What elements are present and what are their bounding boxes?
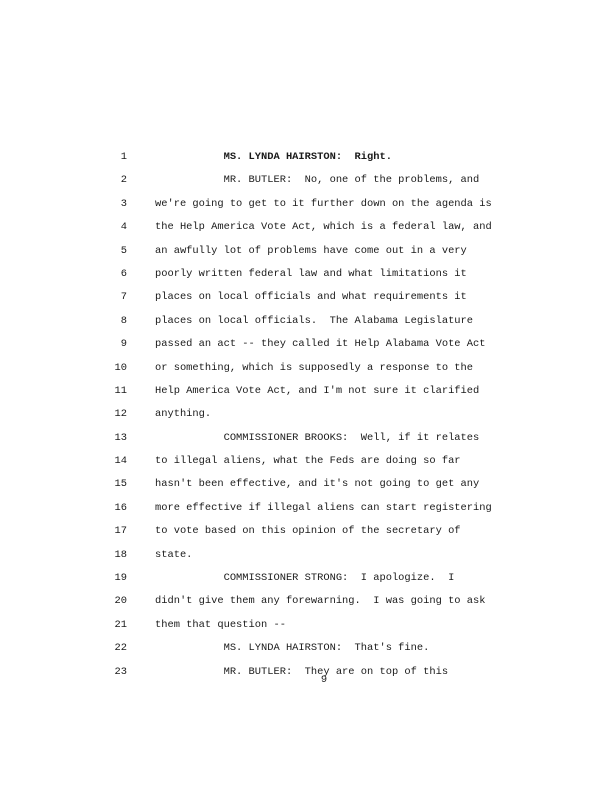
line-text: the Help America Vote Act, which is a federal law, and	[155, 221, 492, 234]
line-text: COMMISSIONER STRONG: I apologize. I	[155, 572, 455, 585]
line-number: 17	[114, 525, 127, 538]
line-number: 10	[114, 361, 127, 374]
line-text: MS. LYNDA HAIRSTON: That's fine.	[155, 642, 430, 655]
transcript-line	[0, 148, 612, 171]
line-text: more effective if illegal aliens can start registering	[155, 501, 492, 514]
transcript-body	[0, 148, 612, 686]
line-number: 12	[114, 408, 127, 421]
line-text: to vote based on this opinion of the secretary of	[155, 525, 461, 538]
line-text: them that question --	[155, 618, 286, 631]
line-text: MR. BUTLER: No, one of the problems, and	[155, 174, 480, 187]
line-number: 20	[114, 595, 127, 608]
line-number: 19	[114, 572, 127, 585]
transcript-line	[0, 242, 612, 265]
transcript-line	[0, 475, 612, 498]
line-number: 6	[120, 267, 127, 280]
line-text: state.	[155, 548, 193, 561]
transcript-line	[0, 288, 612, 311]
line-text: COMMISSIONER BROOKS: Well, if it relates	[155, 431, 480, 444]
line-number: 21	[114, 618, 127, 631]
transcript-line	[0, 452, 612, 475]
line-text: MS. LYNDA HAIRSTON: Right.	[155, 151, 392, 163]
transcript-line	[0, 616, 612, 639]
transcript-line	[0, 522, 612, 545]
line-number: 16	[114, 501, 127, 514]
line-number: 4	[120, 221, 127, 234]
transcript-line	[0, 218, 612, 241]
transcript-line	[0, 429, 612, 452]
transcript-line	[0, 382, 612, 405]
line-number: 9	[120, 338, 127, 351]
line-text: Help America Vote Act, and I'm not sure it clarified	[155, 384, 480, 397]
transcript-line	[0, 569, 612, 592]
transcript-line	[0, 592, 612, 615]
page-number: 9	[320, 674, 328, 686]
line-text: places on local officials and what requirements it	[155, 291, 467, 304]
line-text: poorly written federal law and what limitations it	[155, 267, 467, 280]
transcript-line	[0, 171, 612, 194]
line-number: 14	[114, 455, 127, 468]
line-number: 8	[120, 314, 127, 327]
line-text: we're going to get to it further down on the agenda is	[155, 197, 492, 210]
line-number: 7	[120, 291, 127, 304]
transcript-line	[0, 405, 612, 428]
line-number: 13	[114, 431, 127, 444]
line-number: 23	[114, 665, 127, 678]
line-number: 5	[120, 244, 127, 257]
transcript-line	[0, 546, 612, 569]
line-number: 15	[114, 478, 127, 491]
line-number: 3	[120, 197, 127, 210]
line-number: 2	[120, 174, 127, 187]
transcript-line	[0, 639, 612, 662]
line-text: hasn't been effective, and it's not going to get any	[155, 478, 480, 491]
transcript-line	[0, 312, 612, 335]
transcript-line	[0, 265, 612, 288]
line-text: an awfully lot of problems have come out in a very	[155, 244, 467, 257]
transcript-line	[0, 359, 612, 382]
line-number: 18	[114, 548, 127, 561]
line-number: 1	[120, 151, 127, 163]
transcript-line	[0, 335, 612, 358]
transcript-line	[0, 499, 612, 522]
line-text: passed an act -- they called it Help Alabama Vote Act	[155, 338, 486, 351]
transcript-line	[0, 195, 612, 218]
line-number: 11	[114, 384, 127, 397]
line-text: didn't give them any forewarning. I was going to ask	[155, 595, 486, 608]
line-text: or something, which is supposedly a response to the	[155, 361, 474, 374]
line-text: to illegal aliens, what the Feds are doing so far	[155, 455, 461, 468]
line-text: MR. BUTLER: They are on top of this	[155, 665, 449, 678]
line-text: places on local officials. The Alabama Legislature	[155, 314, 474, 327]
line-number: 22	[114, 642, 127, 655]
line-text: anything.	[155, 408, 212, 421]
